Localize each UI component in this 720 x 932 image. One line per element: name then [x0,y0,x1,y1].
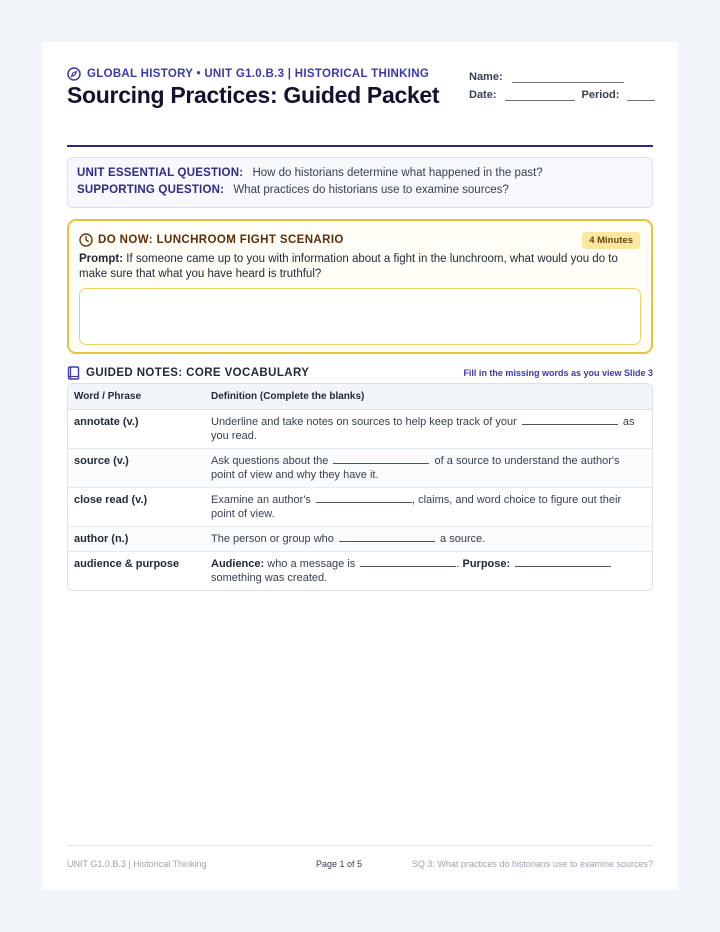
definition-text: , claims, and word choice to figure out their point of view. [211,494,622,520]
vocab-table [67,383,653,591]
kicker-text: GLOBAL HISTORY • UNIT G1.0.B.3 | HISTORICAL THINKING [87,68,430,80]
essential-question-text: How do historians determine what happened in the past? [252,167,543,179]
purpose-label: Purpose: [462,558,511,570]
vocab-title-group [67,366,309,380]
table-row [68,449,652,488]
do-now-title: DO NOW: LUNCHROOM FIGHT SCENARIO [98,234,344,246]
clock-icon [79,233,93,247]
column-header-word: Word / Phrase [74,391,142,402]
blank-field[interactable] [316,493,412,503]
essential-question-box [67,157,653,208]
table-row [68,527,652,552]
page-footer [67,845,653,869]
footer-question: SQ 3: What practices do historians use to examine sources? [411,859,653,869]
essential-question [77,167,643,179]
supporting-question-label: SUPPORTING QUESTION: [77,184,225,196]
do-now-prompt [79,252,641,282]
vocab-definition: Audience: who a message is . Purpose: something was created. [211,557,652,585]
supporting-question-text: What practices do historians use to examine sources? [233,184,509,196]
date-field[interactable] [505,90,575,101]
blank-field[interactable] [515,557,611,567]
page-title: Sourcing Practices: Guided Packet [67,82,440,108]
definition-text: Examine an author's [211,494,311,506]
vocab-term: author (n.) [74,533,129,545]
blank-field[interactable] [339,532,435,542]
definition-text: something was created. [211,572,328,584]
table-row [68,488,652,527]
do-now-answer-box[interactable] [79,288,641,345]
vocab-term: source (v.) [74,455,129,467]
vocab-table-header [68,384,652,410]
definition-text: as you read. [211,416,635,442]
name-field[interactable] [512,72,624,83]
column-header-definition: Definition (Complete the blanks) [211,391,365,402]
blank-field[interactable] [522,415,618,425]
vocab-definition [211,532,652,546]
definition-text: a source. [440,533,486,545]
vocab-term: close read (v.) [74,494,148,506]
vocab-term: audience & purpose [74,558,180,570]
course-kicker [67,67,429,81]
definition-text: Ask questions about the [211,455,329,467]
prompt-text: If someone came up to you with information about a fight in the lunchroom, what would you do to make sure that what you have heard is truthful? [79,253,618,280]
date-label: Date: [469,89,497,101]
date-row [469,85,655,101]
vocab-definition [211,454,652,482]
vocab-definition [211,415,652,443]
period-label: Period: [581,89,620,101]
book-icon [67,366,80,380]
table-row [68,552,652,590]
audience-label: Audience: [211,558,265,570]
blank-field[interactable] [333,454,429,464]
worksheet-page [42,42,678,890]
do-now-header [79,231,641,249]
packet-header [67,67,653,147]
definition-text: of a source to understand the author's point of view and why they have it. [211,455,620,481]
prompt-label: Prompt: [79,253,124,265]
footer-unit: UNIT G1.0.B.3 | Historical Thinking [67,859,207,869]
vocab-title: GUIDED NOTES: CORE VOCABULARY [86,367,310,379]
do-now-section [67,219,653,354]
definition-text: who a message is [267,558,356,570]
table-row [68,410,652,449]
vocab-definition [211,493,652,521]
footer-page-number: Page 1 of 5 [315,859,363,869]
definition-text: The person or group who [211,533,334,545]
time-badge: 4 Minutes [582,232,640,249]
compass-icon [67,67,81,81]
student-info [469,67,655,103]
blank-field[interactable] [360,557,456,567]
vocab-term: annotate (v.) [74,416,139,428]
supporting-question [77,184,643,196]
essential-question-label: UNIT ESSENTIAL QUESTION: [77,167,244,179]
name-row [469,67,655,83]
vocab-header [67,364,653,382]
definition-text: Underline and take notes on sources to help keep track of your [211,416,517,428]
period-field[interactable] [627,90,655,101]
name-label: Name: [469,71,503,83]
vocab-instruction: Fill in the missing words as you view Slide 3 [463,368,653,378]
